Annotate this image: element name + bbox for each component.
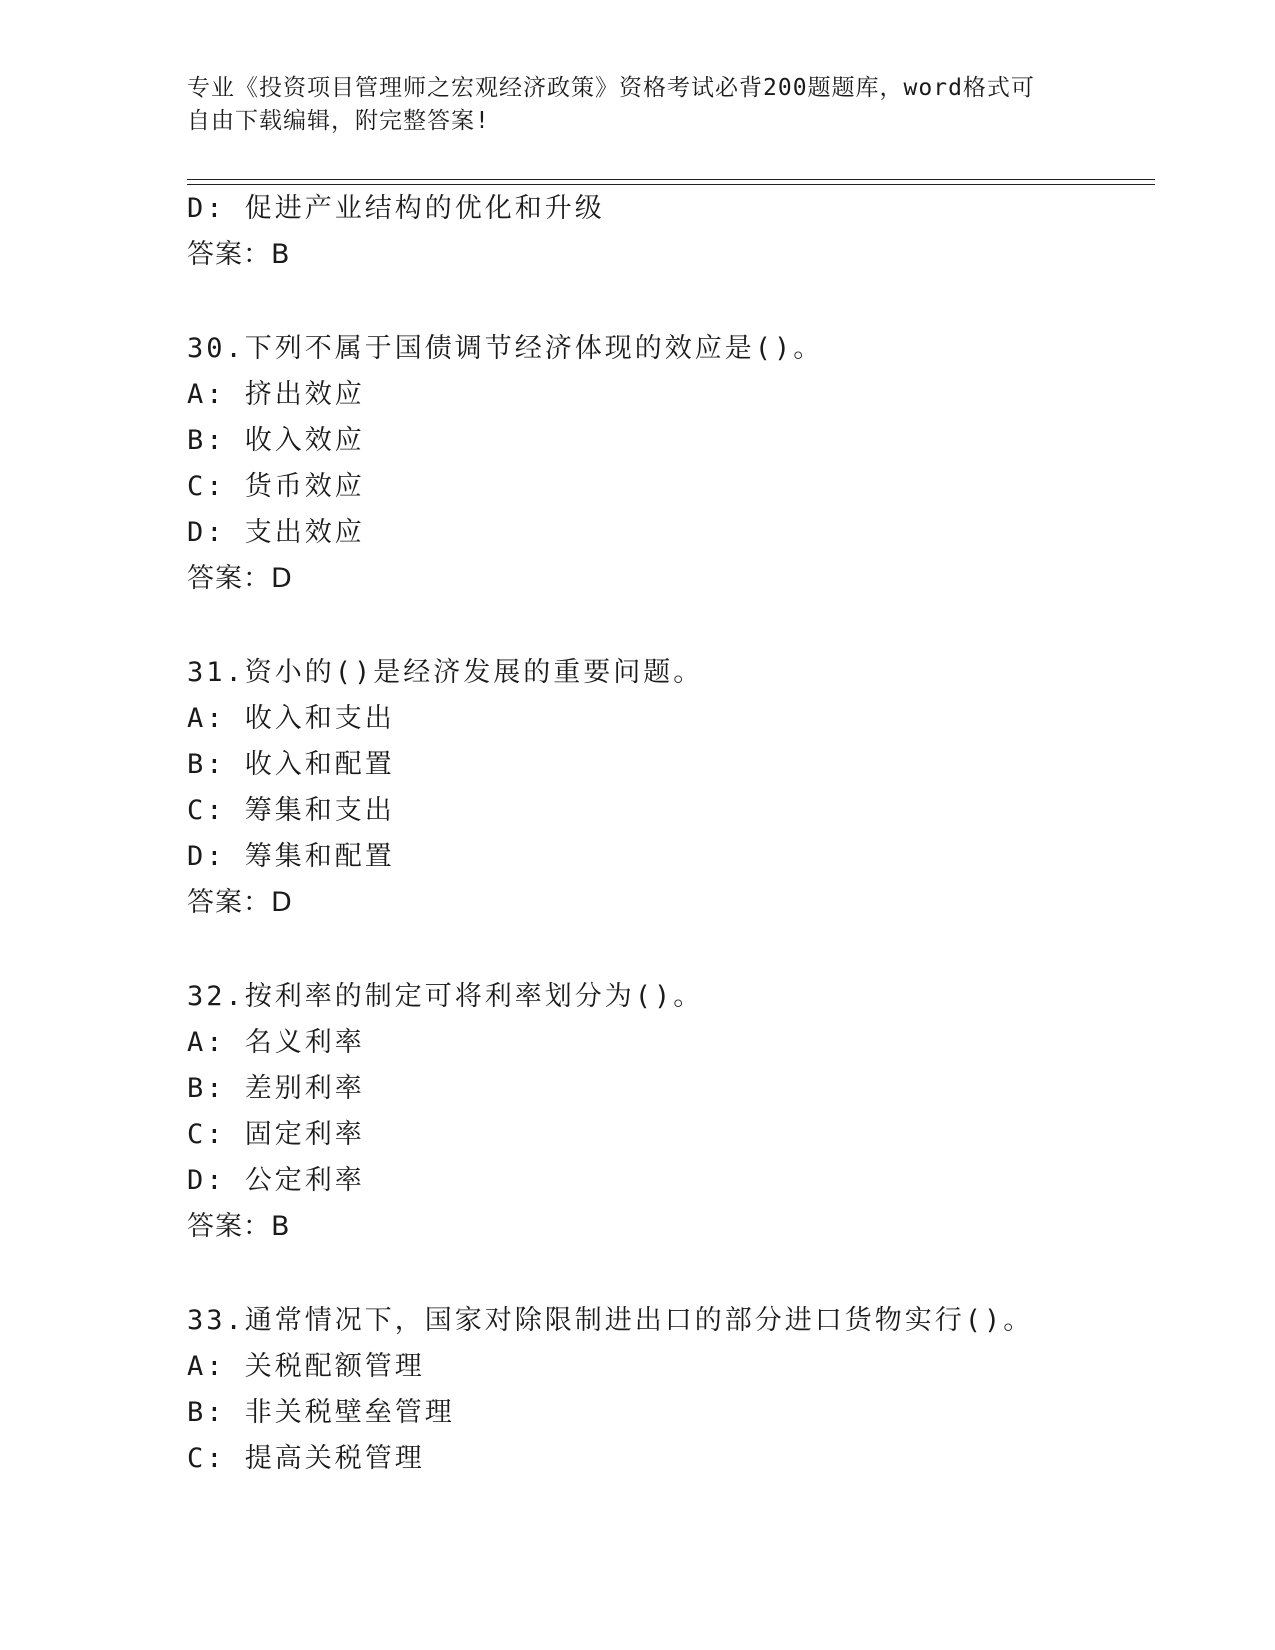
question-answer: 答案：D: [187, 563, 293, 594]
option-d: D: 支出效应: [187, 517, 365, 548]
question-answer: 答案：B: [187, 1211, 291, 1242]
spacer: [187, 278, 1155, 326]
question-answer: 答案：D: [187, 887, 293, 918]
option-a: A: 挤出效应: [187, 379, 365, 410]
option-c: C: 固定利率: [187, 1119, 365, 1150]
header-rule-bottom: [187, 184, 1155, 185]
prev-question-answer: 答案：B: [187, 239, 291, 270]
document-header: [187, 72, 1087, 138]
option-c: C: 提高关税管理: [187, 1443, 425, 1474]
spacer: [187, 1250, 1155, 1298]
question-title: 30.下列不属于国债调节经济体现的效应是()。: [187, 333, 824, 364]
question-title: 31.资小的()是经济发展的重要问题。: [187, 657, 704, 688]
question-32: [187, 974, 1155, 1250]
question-30: [187, 326, 1155, 602]
option-b: B: 非关税壁垒管理: [187, 1397, 455, 1428]
option-b: B: 差别利率: [187, 1073, 365, 1104]
option-b: B: 收入效应: [187, 425, 365, 456]
option-a: A: 收入和支出: [187, 703, 395, 734]
option-a: A: 名义利率: [187, 1027, 365, 1058]
header-line-2: 自由下载编辑，附完整答案!: [187, 108, 490, 134]
question-list: [187, 186, 1155, 1482]
header-rule-top: [187, 179, 1155, 180]
question-31: [187, 650, 1155, 926]
option-a: A: 关税配额管理: [187, 1351, 425, 1382]
question-33: [187, 1298, 1155, 1482]
prev-question-option-d: D: 促进产业结构的优化和升级: [187, 193, 605, 224]
spacer: [187, 602, 1155, 650]
option-c: C: 筹集和支出: [187, 795, 395, 826]
option-d: D: 筹集和配置: [187, 841, 395, 872]
question-title: 32.按利率的制定可将利率划分为()。: [187, 981, 704, 1012]
header-line-1: 专业《投资项目管理师之宏观经济政策》资格考试必背200题题库，word格式可: [187, 75, 1035, 101]
option-c: C: 货币效应: [187, 471, 365, 502]
option-d: D: 公定利率: [187, 1165, 365, 1196]
question-title: 33.通常情况下，国家对除限制进出口的部分进口货物实行()。: [187, 1305, 1034, 1336]
spacer: [187, 926, 1155, 974]
option-b: B: 收入和配置: [187, 749, 395, 780]
